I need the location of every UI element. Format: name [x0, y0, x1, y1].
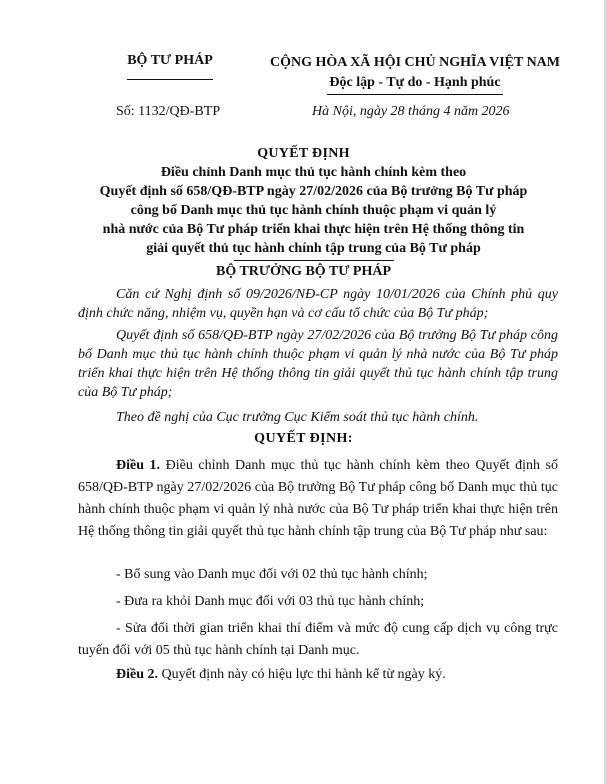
article-1-label: Điều 1.: [116, 458, 161, 473]
motto-underline: [327, 94, 503, 95]
document-subtitle: [60, 163, 567, 261]
document-number: Số: 1132/QĐ-BTP: [116, 104, 221, 119]
agency-underline: [127, 79, 213, 80]
article-2-text: Quyết định này có hiệu lực thi hành kể từ ngày ký.: [158, 667, 446, 682]
reference-line: [0, 104, 607, 124]
national-motto: Độc lập - Tự do - Hạnh phúc: [329, 75, 501, 90]
article-2-label: Điều 2.: [116, 667, 158, 682]
article-1: [78, 455, 558, 543]
article-2: [78, 664, 558, 686]
legal-basis-3: Theo đề nghị của Cục trưởng Cục Kiểm soát thủ tục hành chính.: [116, 410, 479, 425]
nation-name: CỘNG HÒA XÃ HỘI CHỦ NGHĨA VIỆT NAM: [269, 55, 560, 70]
article-1-item: - Bổ sung vào Danh mục đối với 02 thủ tục hành chính;: [116, 567, 428, 582]
article-1-item: - Đưa ra khỏi Danh mục đối với 03 thủ tục hành chính;: [116, 594, 425, 609]
article-1-item: - Sửa đổi thời gian triển khai thí điểm và mức độ cung cấp dịch vụ công trực tuyến đối với 05 thủ tục hành chính tại Danh mục.: [78, 621, 558, 658]
subtitle-line: Điều chỉnh Danh mục thủ tục hành chính kèm theo: [160, 165, 467, 180]
subtitle-underline: [234, 260, 394, 261]
legal-basis-2: Quyết định số 658/QĐ-BTP ngày 27/02/2026 của Bộ trưởng Bộ Tư pháp công bố Danh mục thủ tục hành chính thuộc phạm vi quản lý nhà nước của Bộ Tư pháp triển khai thực hiện trên Hệ thống thông tin giải quyết thủ tục hành chính tập trung của Bộ Tư pháp;: [78, 328, 558, 400]
national-heading: [265, 53, 565, 95]
subtitle-line: giải quyết thủ tục hành chính tập trung của Bộ Tư pháp: [146, 241, 481, 256]
agency-name: BỘ TƯ PHÁP: [127, 53, 213, 68]
document-title: QUYẾT ĐỊNH: [257, 146, 350, 161]
issuing-authority: BỘ TRƯỞNG BỘ TƯ PHÁP: [215, 264, 391, 279]
subtitle-line: công bố Danh mục thủ tục hành chính thuộc phạm vi quản lý: [130, 203, 497, 218]
document-header: [0, 53, 607, 93]
subtitle-line: nhà nước của Bộ Tư pháp triển khai thực hiện trên Hệ thống thông tin: [102, 222, 525, 237]
place-date: Hà Nội, ngày 28 tháng 4 năm 2026: [312, 104, 510, 119]
legal-basis-1: Căn cứ Nghị định số 09/2026/NĐ-CP ngày 10/01/2026 của Chính phủ quy định chức năng, nhiệm vụ, quyền hạn và cơ cấu tổ chức của Bộ Tư pháp;: [78, 287, 558, 321]
article-1-text: Điều chỉnh Danh mục thủ tục hành chính kèm theo Quyết định số 658/QĐ-BTP ngày 27/02/2026 của Bộ trưởng Bộ Tư pháp công bố Danh mục thủ tục hành chính thuộc phạm vi quản lý nhà nước của Bộ Tư pháp triển khai thực hiện trên Hệ thống thông tin giải quyết thủ tục hành chính tập trung của Bộ Tư pháp như sau:: [78, 458, 559, 539]
decision-heading: QUYẾT ĐỊNH:: [254, 431, 353, 446]
subtitle-line: Quyết định số 658/QĐ-BTP ngày 27/02/2026 của Bộ trưởng Bộ Tư pháp: [99, 184, 528, 199]
issuing-agency: [110, 53, 230, 85]
